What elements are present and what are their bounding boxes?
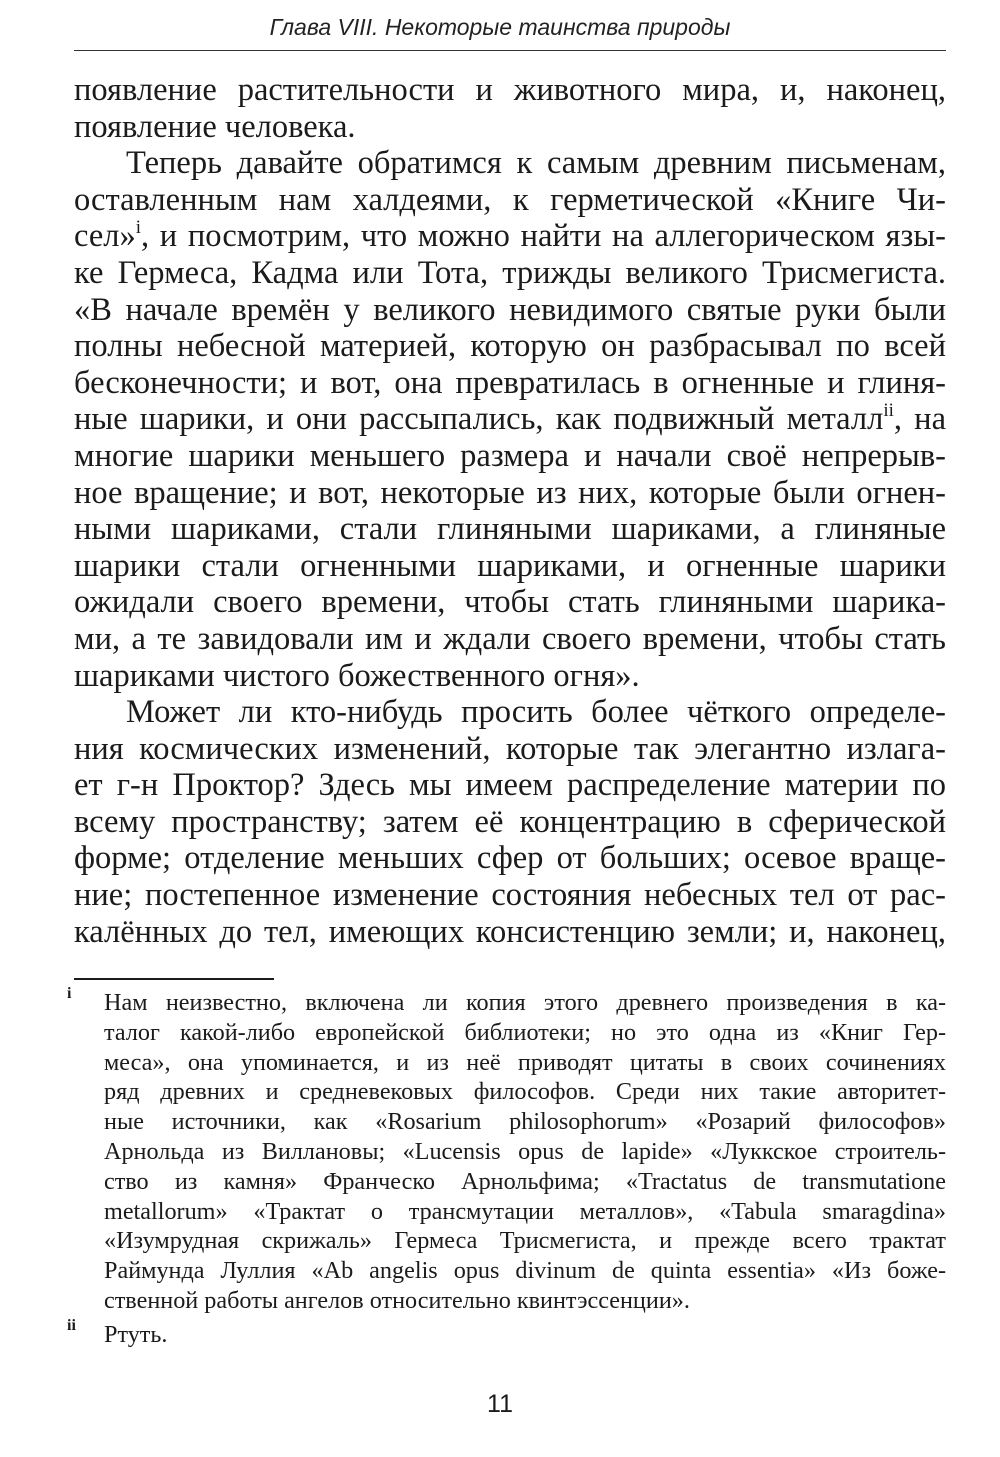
text-line [74, 401, 946, 438]
footnotes [67, 985, 946, 1350]
text-line: появление растительности и животного мира, и, наконец, [74, 72, 946, 108]
footnote-line: ные источники, как «Rosarium philosophorum» «Розарий философов» [104, 1108, 946, 1136]
footnote-i [67, 985, 946, 1316]
text-line: шариками чистого божественного огня». [74, 657, 640, 694]
text-line: полны небесной материей, которую он разбрасывал по всей [74, 328, 946, 365]
text-line: появление человека. [74, 108, 356, 145]
page-number: 11 [487, 1390, 513, 1418]
text-line: ет г-н Проктор? Здесь мы имеем распределение материи по [74, 767, 946, 804]
text-line [74, 218, 946, 255]
footnote-line: «Изумрудная скрижаль» Гермеса Трисмегиста, и прежде всего трактат [104, 1227, 946, 1255]
footnote-marker: i [67, 985, 72, 1002]
footnote-ii [67, 1316, 946, 1350]
text-line: ное вращение; и вот, некоторые из них, которые были огнен- [74, 474, 946, 511]
footnote-ref-i: i [135, 217, 141, 239]
text-fragment: , на [893, 401, 946, 438]
main-text [74, 72, 946, 950]
footnote-line: Раймунда Луллия «Ab angelis opus divinum de quinta essentia» «Из боже- [104, 1257, 946, 1285]
text-line: форме; отделение меньших сфер от больших; осевое враще- [74, 840, 946, 877]
text-line: ние; постепенное изменение состояния небесных тел от рас- [74, 877, 946, 914]
text-line: ке Гермеса, Кадма или Тота, трижды великого Трисмегиста. [74, 254, 946, 291]
footnote-line: ство из камня» Франческо Арнольфима; «Tractatus de transmutatione [104, 1167, 946, 1195]
text-fragment: сел» [74, 218, 136, 255]
footnote-ref-ii: ii [883, 400, 894, 422]
text-line: оставленным нам халдеями, к герметической «Книге Чи- [74, 181, 946, 218]
text-line: ми, а те завидовали им и ждали своего времени, чтобы стать [74, 620, 946, 657]
footnote-line: ственной работы ангелов относительно квинтэссенции». [104, 1286, 690, 1314]
footnote-line: Нам неизвестно, включена ли копия этого древнего произведения в ка- [104, 989, 946, 1016]
footnote-rule [74, 978, 274, 980]
text-fragment: ные шарики, и они рассыпались, как подвижный металл [74, 401, 884, 438]
footnote-line: Арнольда из Виллановы; «Lucensis opus de lapide» «Луккское строитель- [104, 1137, 946, 1165]
footnote-line: metallorum» «Трактат о трансмутации металлов», «Tabula smaragdina» [104, 1197, 946, 1225]
header-rule [74, 50, 946, 51]
text-line: всему пространству; затем её концентрацию в сферической [74, 803, 946, 840]
text-line: шарики стали огненными шариками, и огненные шарики [74, 547, 946, 584]
running-head: Глава VIII. Некоторые таинства природы [269, 14, 731, 40]
footnote-line: ряд древних и средневековых философов. Среди них такие авторитет- [104, 1078, 946, 1106]
text-fragment: , и посмотрим, что можно найти на аллегорическом язы- [141, 218, 946, 255]
text-line: калённых до тел, имеющих консистенцию земли; и, наконец, [74, 913, 946, 950]
text-line: ными шариками, стали глиняными шариками, а глиняные [74, 511, 946, 548]
footnote-marker: ii [67, 1316, 76, 1334]
text-line: бесконечности; и вот, она превратилась в огненные и глиня- [74, 364, 946, 401]
text-line: Может ли кто-нибудь просить более чёткого определе- [126, 694, 946, 731]
footnote-line: талог какой-либо европейской библиотеки; но это одна из «Книг Гер- [104, 1018, 946, 1046]
text-line: ния космических изменений, которые так элегантно излага- [74, 730, 946, 767]
footnote-line: Ртуть. [104, 1320, 168, 1348]
text-line: многие шарики меньшего размера и начали своё непрерыв- [74, 437, 946, 474]
text-line: Теперь давайте обратимся к самым древним письменам, [126, 145, 946, 182]
text-line: «В начале времён у великого невидимого святые руки были [74, 291, 946, 328]
footnote-line: меса», она упоминается, и из неё приводят цитаты в своих сочинениях [104, 1048, 946, 1076]
text-line: ожидали своего времени, чтобы стать глиняными шарика- [74, 584, 946, 621]
